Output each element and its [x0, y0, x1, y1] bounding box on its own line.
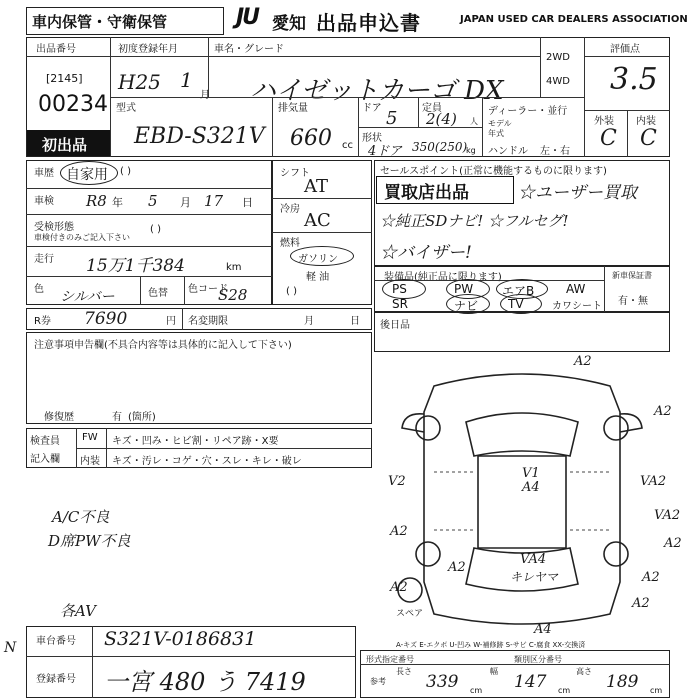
equipment-label: 装備品(純正品に限ります)	[384, 272, 502, 283]
shaken-type-note: 車検付きのみご記入下さい	[34, 233, 130, 242]
int-label: 内装	[636, 116, 656, 127]
plate-value: 一宮 480 う 7419	[104, 668, 306, 696]
capacity-label: 定員	[422, 103, 442, 114]
aircon-value: AC	[304, 210, 331, 231]
shape-label: 形状	[362, 133, 382, 144]
rating-value: 3.5	[610, 62, 658, 97]
car-damage-diagram	[374, 352, 670, 642]
first-listing-label: 初出品	[42, 136, 88, 154]
equipment-sr: SR	[392, 297, 408, 311]
kaitori-label: 買取店出品	[384, 183, 469, 203]
ext-label: 外装	[594, 116, 614, 127]
equipment-airbag: エアB	[502, 284, 535, 298]
sales-line-3: ☆バイザー!	[380, 243, 472, 263]
plate-label: 登録番号	[36, 674, 76, 685]
fw-items: キズ・凹み・ヒビ割・リペア跡・X要	[112, 436, 279, 447]
repair-location: (箇所)	[128, 412, 156, 423]
height-unit: cm	[650, 686, 663, 695]
model-label: 型式	[116, 103, 136, 114]
windshield	[466, 413, 578, 456]
chassis-value: S321V-0186831	[104, 628, 257, 650]
usage-paren: ( )	[120, 166, 131, 177]
note-aircon: A/C不良	[52, 508, 110, 526]
int-value: C	[640, 126, 657, 151]
fuel-diesel: 軽 油	[306, 272, 330, 283]
usage-value: 自家用	[66, 167, 108, 183]
equipment-tv: TV	[508, 297, 524, 311]
doors-label: ドア	[362, 103, 382, 114]
equipment-aw: AW	[566, 282, 586, 296]
storage-note: 車内保管・守衛保管	[32, 13, 168, 31]
class-label: 類別区分番号	[514, 655, 562, 664]
height-value: 189	[606, 672, 639, 692]
mark-right-corner: A2	[664, 536, 682, 551]
displacement-label: 排気量	[278, 103, 308, 114]
left-mirror	[402, 414, 424, 432]
form-title: 出品申込書	[316, 11, 421, 35]
meihen-label: 名変期限	[188, 316, 228, 327]
model-year-label: モデル	[488, 119, 512, 128]
color-change-label: 色替	[148, 288, 168, 299]
rear-section	[374, 312, 670, 352]
capacity-value: 2(4)	[426, 110, 457, 128]
mark-left-2: A2	[390, 524, 408, 539]
mark-right-2: VA2	[654, 508, 681, 523]
left-front-wheel	[416, 416, 440, 440]
recycle-unit: 円	[166, 316, 176, 327]
damage-legend: A-キズ E-エクボ U-凹み W-補修跡 S-サビ C-腐食 XX-交換済	[396, 641, 586, 649]
mileage-label: 走行	[34, 254, 54, 265]
shift-value: AT	[304, 176, 329, 197]
recycle-value: 7690	[84, 309, 128, 329]
inspection-era: R8	[86, 192, 107, 210]
mark-rear-2: キレヤマ	[510, 570, 558, 584]
repair-value: 有	[112, 412, 122, 423]
inspection-day: 17	[204, 192, 224, 210]
shape-value: 4ドア	[368, 144, 402, 159]
width-label: 幅	[490, 667, 498, 676]
length-value: 339	[426, 672, 459, 692]
inspection-year-unit: 年	[112, 196, 123, 209]
tv-circle	[500, 294, 542, 314]
width-value: 147	[514, 672, 547, 692]
model-value: EBD-S321V	[134, 124, 265, 149]
displacement-unit: cc	[342, 140, 353, 151]
drive-2wd: 2WD	[546, 52, 570, 63]
mark-left: V2	[388, 474, 406, 489]
equipment-navi: ナビ	[454, 299, 479, 313]
dealer-label: ディーラー・並行	[488, 106, 568, 117]
lot-label: 出品番号	[36, 44, 76, 55]
ref-label: 参考	[370, 677, 386, 686]
new-warranty-label: 新車保証書	[612, 271, 652, 280]
color-label: 色	[34, 284, 44, 295]
new-warranty-value: 有・無	[618, 296, 648, 307]
right-front-wheel	[604, 416, 628, 440]
rating-label: 評価点	[610, 44, 640, 55]
fw-label: FW	[82, 432, 98, 443]
mark-rear-1: VA4	[520, 552, 547, 567]
equipment-pw: PW	[454, 282, 474, 296]
navi-circle	[446, 294, 490, 314]
equipment-ps: PS	[392, 282, 407, 296]
color-value: シルバー	[60, 289, 115, 305]
mark-roof-1: V1	[522, 466, 540, 481]
drive-4wd: 4WD	[546, 76, 570, 87]
aichi-label: 愛知	[272, 14, 306, 34]
note-pw: D席PW不良	[48, 532, 131, 550]
recycle-label: R券	[34, 316, 51, 327]
inspector-label: 検査員	[30, 436, 60, 447]
sales-line-1: ☆ユーザー買取	[518, 183, 637, 203]
mark-side: A2	[654, 404, 672, 419]
chassis-label: 車台番号	[36, 636, 76, 647]
registration-value: H25	[118, 70, 161, 94]
length-unit: cm	[470, 686, 483, 695]
mileage-value: 15万1千384	[86, 256, 185, 276]
mark-right-corner-2: A2	[642, 570, 660, 585]
capacity-unit: 人	[470, 117, 478, 126]
notes-label: 注意事項申告欄(不具合内容等は具体的に記入して下さい)	[34, 340, 292, 351]
aircon-label: 冷房	[280, 204, 300, 215]
registration-month: 1	[180, 68, 193, 92]
lot-number: 00234	[38, 92, 108, 117]
color-code-value: S28	[218, 286, 248, 304]
usage-label: 車歴	[34, 168, 54, 179]
car-name-label: 車名・グレード	[214, 44, 284, 55]
inspection-month: 5	[148, 192, 158, 210]
meihen-day-unit: 日	[350, 316, 360, 327]
equipment-kawa: カワシート	[552, 301, 602, 312]
right-mirror	[620, 414, 642, 432]
ps-circle	[382, 279, 426, 299]
mark-right-low: A2	[632, 596, 650, 611]
height-label: 高さ	[576, 667, 592, 676]
mark-roof-2: A4	[522, 480, 540, 495]
sales-line-2: ☆純正SDナビ! ☆フルセグ!	[380, 212, 569, 230]
doors-value: 5	[386, 108, 398, 129]
spare-label: スペア	[396, 609, 424, 619]
right-rear-wheel	[604, 542, 628, 566]
ext-value: C	[600, 126, 617, 151]
shaken-type-label: 受検形態	[34, 222, 74, 233]
year-label: 年式	[488, 129, 504, 138]
margin-mark: N	[4, 640, 17, 656]
fuel-paren: ( )	[286, 286, 297, 297]
interior-items: キズ・汚レ・コゲ・穴・スレ・キレ・破レ	[112, 456, 302, 467]
shift-label: シフト	[280, 168, 310, 179]
lot-code: [2145]	[46, 72, 83, 85]
sales-points-label: セールスポイント(正常に機能するものに限ります)	[380, 166, 607, 177]
width-unit: cm	[558, 686, 571, 695]
ju-logo: JU	[236, 5, 259, 30]
mark-right: VA2	[640, 474, 667, 489]
load-value: 350(250)	[412, 140, 468, 154]
length-label: 長さ	[396, 667, 412, 676]
registration-month-unit: 月	[200, 90, 210, 101]
car-top-outline	[424, 374, 620, 624]
rear-label: 後日品	[380, 320, 410, 331]
inspection-day-unit: 日	[242, 196, 253, 209]
handle-label: ハンドル	[488, 146, 528, 157]
mark-left-corner: A2	[390, 580, 408, 595]
displacement-value: 660	[290, 126, 332, 151]
left-rear-wheel	[416, 542, 440, 566]
car-name-value: ハイゼットカーゴ DX	[250, 76, 504, 106]
repair-label: 修復歴	[44, 412, 74, 423]
meihen-month-unit: 月	[304, 316, 314, 327]
mark-rear-3: A2	[448, 560, 466, 575]
fuel-circle	[290, 246, 354, 266]
shaken-type-paren: ( )	[150, 224, 161, 235]
fuel-gasoline: ガソリン	[298, 254, 338, 265]
inspection-label: 車検	[34, 196, 54, 207]
inspection-month-unit: 月	[180, 196, 191, 209]
mark-bottom: A4	[534, 622, 552, 637]
load-unit: kg	[466, 146, 476, 155]
usage-circle	[60, 161, 118, 185]
color-code-label: 色コード	[188, 284, 228, 295]
registration-label: 初度登録年月	[118, 44, 178, 55]
interior-label: 内装	[80, 456, 100, 467]
fuel-label: 燃料	[280, 238, 300, 249]
note-av: 各AV	[60, 602, 96, 620]
mark-top: A2	[574, 354, 592, 369]
inspector-label-2: 記入欄	[30, 454, 60, 465]
mileage-unit: km	[226, 262, 242, 273]
handle-options: 左・右	[540, 146, 570, 157]
pattern-label: 形式指定番号	[366, 655, 414, 664]
association-name: JAPAN USED CAR DEALERS ASSOCIATION	[460, 14, 688, 25]
